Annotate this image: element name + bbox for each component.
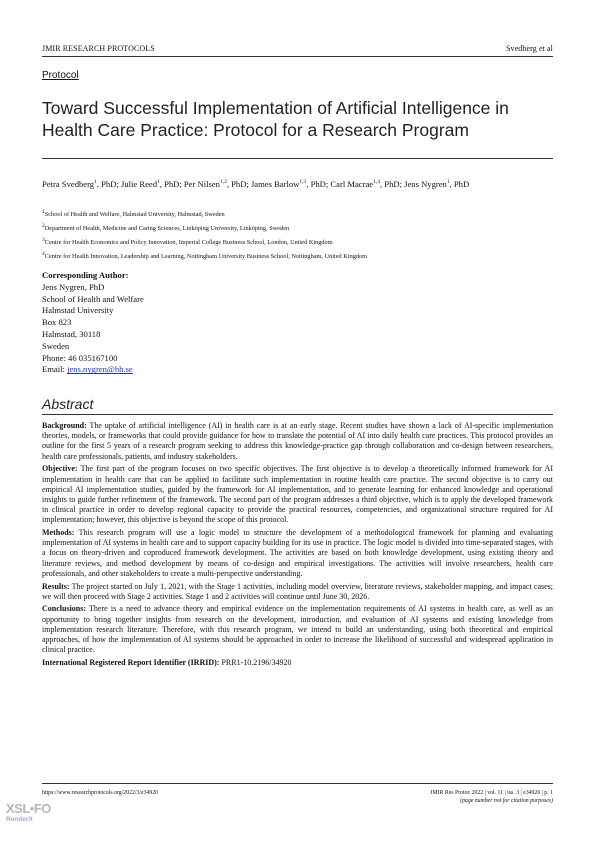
footer-url[interactable]: https://www.researchprotocols.org/2022/3/e34920 [42, 790, 159, 796]
article-type: Protocol [42, 70, 79, 81]
abstract-irrid: International Registered Report Identifier (IRRID): PRR1-10.2196/34920 [42, 657, 292, 667]
abstract-body [42, 421, 553, 671]
corresponding-name: Jens Nygren, PhD [42, 281, 105, 292]
journal-name: JMIR RESEARCH PROTOCOLS [42, 44, 155, 53]
abstract-results: Results: The project started on July 1, 2021, with the Stage 1 activities, including model overview, literature reviews, stakeholder mapping, and impact cases; we will then proceed with Stage 2 activities. Stage 1 and 2 activities will continue until June 30, 2026. [42, 581, 553, 601]
corresponding-city: Halmstad, 30118 [42, 328, 101, 339]
author: Petra Svedberg$^1$, PhD; [42, 178, 121, 189]
footer-citation [430, 790, 553, 805]
corresponding-box: Box 823 [42, 317, 72, 328]
author: Carl Macrae$^{1,4}$, PhD; [330, 178, 405, 189]
citation-note: (page number not for citation purposes) [460, 797, 553, 804]
abstract-objective: Objective: The first part of the program focuses on two specific objectives. The first objective is to develop a theoretically informed framework for AI implementation in health care that can be applied to facilitate such implementation in routine health care practice. The second objective is to carry out empirical AI implementation studies, guided by the framework for AI implementation, and to generate learning for enhanced knowledge and operational insights to guide further refinement of the framework. The second part of the program addresses a third objective, which is to apply the developed framework in clinical practice in order to develop regional capacity to provide the practical resources, competencies, and organizational structure required for AI implementation; however, this objective is beyond the scope of this protocol. [42, 464, 553, 525]
abstract-conclusions: Conclusions: There is a need to advance theory and empirical evidence on the implementation requirements of AI systems in health care, as well as an opportunity to bring together insights from research on the development, introduction, and evaluation of AI systems and existing knowledge from implementation research literature. Therefore, with this research program, we intend to build an understanding, using both theoretical and empirical approaches, of how the implementation of AI systems should be approached in order to increase the likelihood of successful and widespread application in clinical practice. [42, 604, 554, 655]
title-rule [42, 158, 553, 159]
author: Julie Reed$^1$, PhD; [120, 178, 184, 189]
abstract-rule [42, 414, 553, 415]
corresponding-label: Corresponding Author: [42, 270, 129, 280]
affiliation: $^3$Centre for Health Economics and Policy Innovation, Imperial College Business School, London, United Kingdom [42, 237, 333, 247]
abstract-methods: Methods: This research program will use a logic model to structure the development of a methodological framework for planning and evaluating implementation of AI systems in health care and to support capacity building for its use in practice. The logic model is divided into time-separated stages, with a focus on theory-driven and coproduced framework development. The activities are based on both knowledge development, using existing theory and literature reviews, and method development by means of co-design and empirical investigations. The activities will involve researchers, health care professionals, and other stakeholders to create a multi-perspective understanding. [42, 528, 553, 578]
watermark-bottom: RenderX [6, 816, 33, 823]
corresponding-email-line: Email: jens.nygren@hh.se [42, 364, 133, 375]
corresponding-dept: School of Health and Welfare [42, 293, 144, 304]
xslfo-watermark-logo [6, 801, 51, 824]
footer-rule [42, 783, 553, 784]
abstract-background: Background: The uptake of artificial intelligence (AI) in health care is at an early stage. Recent studies have shown a lack of AI-specific implementation theories, models, or frameworks that could provide guidance for how to translate the potential of AI into daily health care practices. This protocol provides an outline for the first 5 years of a research program seeking to address this knowledge-practice gap through collaboration and co-design between researchers, health care professionals, patients, and industry stakeholders. [42, 421, 554, 461]
affiliation: $^2$Department of Health, Medicine and Caring Sciences, Linköping University, Linköping, Sweden [42, 223, 290, 233]
affiliation: $^1$School of Health and Welfare, Halmstad University, Halmstad, Sweden [42, 209, 225, 219]
corresponding-phone: Phone: 46 035167100 [42, 352, 118, 363]
corresponding-country: Sweden [42, 340, 70, 351]
page-title: Toward Successful Implementation of Artificial Intelligence in Health Care Practice: Protocol for a Research Program [42, 98, 509, 140]
watermark-top: XSL•FO [6, 801, 51, 816]
email-link[interactable]: jens.nygren@hh.se [67, 364, 133, 375]
citation-line: JMIR Res Protoc 2022 | vol. 11 | iss. 3 | e34920 | p. 1 [430, 790, 553, 796]
affiliation: $^4$Centre for Health Innovation, Leadership and Learning, Nottingham University Business School, Nottingham, United Kingdom [42, 251, 368, 261]
author-list [42, 176, 553, 190]
corresponding-author [42, 270, 144, 376]
author: James Barlow$^{1,3}$, PhD; [250, 178, 331, 189]
abstract-heading: Abstract [42, 396, 94, 412]
author: Per Nilsen$^{1,2}$, PhD; [183, 178, 251, 189]
corresponding-univ: Halmstad University [42, 305, 114, 316]
author: Jens Nygren$^1$, PhD [404, 178, 470, 189]
header-rule [42, 56, 553, 57]
running-author: Svedberg et al [505, 44, 553, 53]
